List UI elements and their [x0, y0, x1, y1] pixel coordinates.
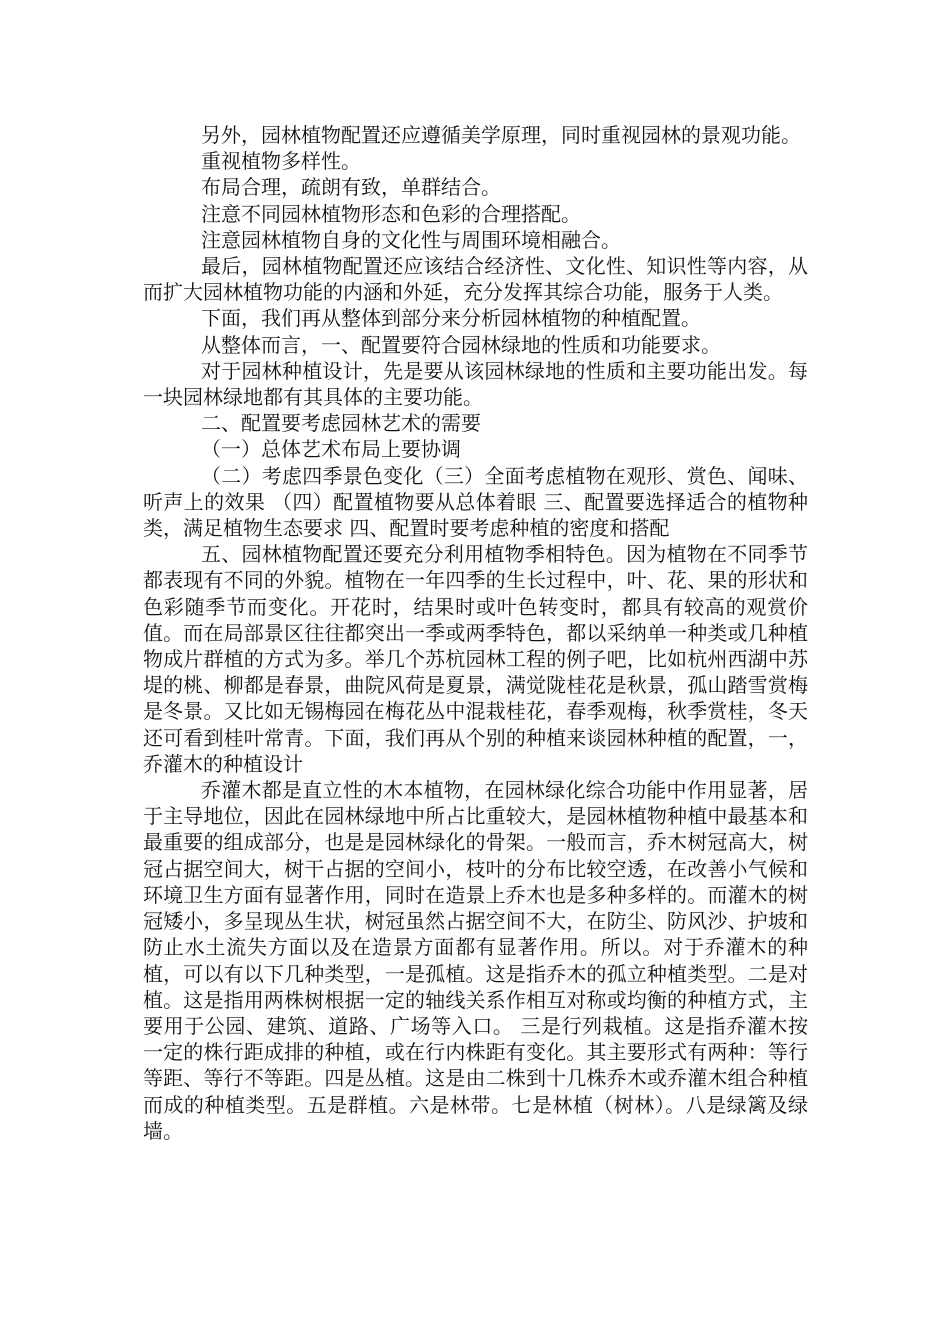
paragraph: 下面，我们再从整体到部分来分析园林植物的种植配置。: [201, 306, 701, 331]
document-body: [143, 122, 808, 1144]
paragraph: 从整体而言，一、配置要符合园林绿地的性质和功能要求。: [201, 332, 721, 357]
paragraph: （二）考虑四季景色变化（三）全面考虑植物在观形、赏色、闻味、听声上的效果 （四）配置植物要从总体着眼 三、配置要选择适合的植物种类，满足植物生态要求 四、配置时要考虑种植的密度和搭配: [143, 463, 808, 541]
paragraph: 布局合理，疏朗有致，单群结合。: [201, 175, 501, 200]
paragraph: 乔灌木都是直立性的木本植物，在园林绿化综合功能中作用显著，居于主导地位，因此在园林绿地中所占比重较大，是园林植物种植中最基本和最重要的组成部分，也是是园林绿化的骨架。一般而言，乔木树冠高大，树冠占据空间大，树干占据的空间小，枝叶的分布比较空透，在改善小气候和环境卫生方面有显著作用，同时在造景上乔木也是多种多样的。而灌木的树冠矮小，多呈现丛生状，树冠虽然占据空间不大，在防尘、防风沙、护坡和防止水土流失方面以及在造景方面都有显著作用。所以。对于乔灌木的种植，可以有以下几种类型，一是孤植。这是指乔木的孤立种植类型。二是对植。这是指用两株树根据一定的轴线关系作相互对称或均衡的种植方式，主要用于公园、建筑、道路、广场等入口。 三是行列栽植。这是指乔灌木按一定的株行距成排的种植，或在行内株距有变化。其主要形式有两种：等行等距、等行不等距。四是丛植。这是由二株到十几株乔木或乔灌木组合种植而成的种植类型。五是群植。六是林带。七是林植（树林）。八是绿篱及绿墙。: [143, 778, 808, 1143]
paragraph: 对于园林种植设计，先是要从该园林绿地的性质和主要功能出发。每一块园林绿地都有其具体的主要功能。: [143, 358, 808, 410]
paragraph: 二、配置要考虑园林艺术的需要: [201, 411, 481, 436]
paragraph: 另外，园林植物配置还应遵循美学原理，同时重视园林的景观功能。: [201, 123, 801, 147]
paragraph: 注意园林植物自身的文化性与周围环境相融合。: [201, 227, 621, 252]
paragraph: 最后，园林植物配置还应该结合经济性、文化性、知识性等内容，从而扩大园林植物功能的内涵和外延，充分发挥其综合功能，服务于人类。: [143, 254, 808, 305]
paragraph: （一）总体艺术布局上要协调: [201, 437, 461, 462]
paragraph: 注意不同园林植物形态和色彩的合理搭配。: [201, 201, 581, 226]
paragraph: 五、园林植物配置还要充分利用植物季相特色。因为植物在不同季节都表现有不同的外貌。植物在一年四季的生长过程中，叶、花、果的形状和色彩随季节而变化。开花时，结果时或叶色转变时，都具有较高的观赏价值。而在局部景区往往都突出一季或两季特色，都以采纳单一种类或几种植物成片群植的方式为多。举几个苏杭园林工程的例子吧，比如杭州西湖中苏堤的桃、柳都是春景，曲院风荷是夏景，满觉陇桂花是秋景，孤山踏雪赏梅是冬景。又比如无锡梅园在梅花丛中混栽桂花，春季观梅，秋季赏桂，冬天还可看到桂叶常青。下面，我们再从个别的种植来谈园林种植的配置，一，乔灌木的种植设计: [143, 542, 808, 776]
paragraph: 重视植物多样性。: [201, 149, 361, 174]
